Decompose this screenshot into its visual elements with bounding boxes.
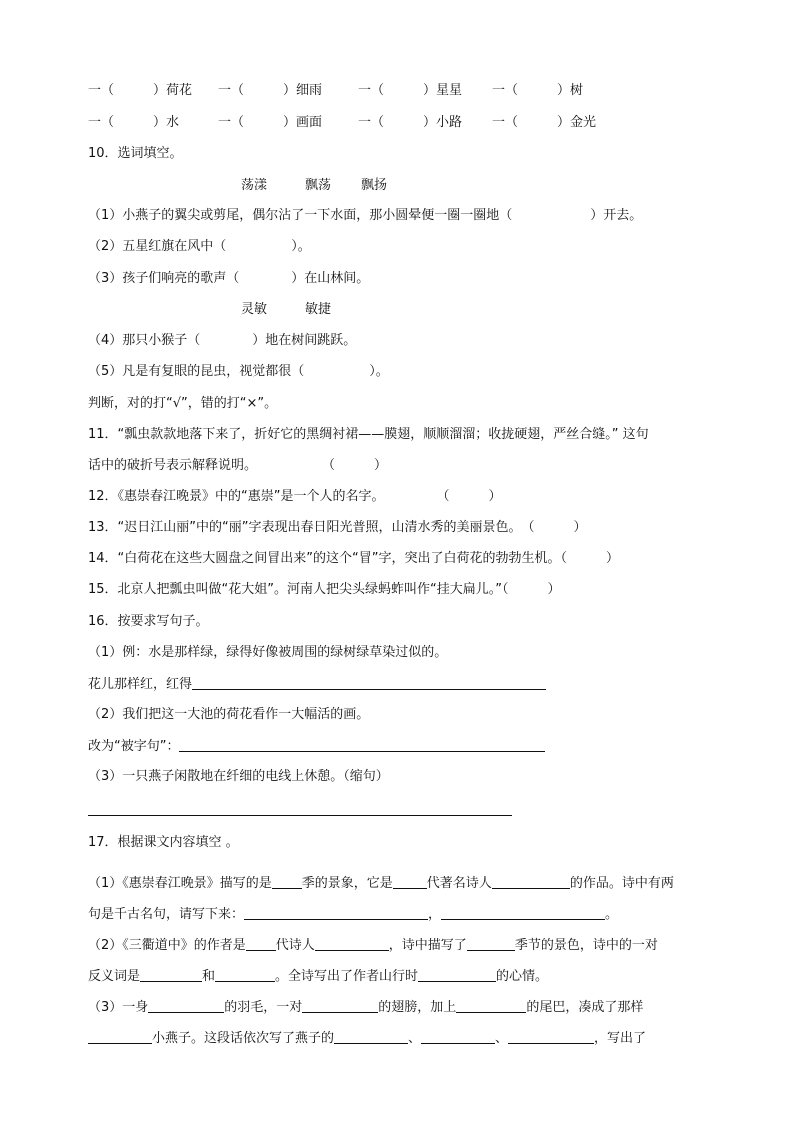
text: ，写出了 [594,1031,647,1046]
q9-item: 一（ ）水 [88,115,180,130]
q16-answer-1 [88,675,546,694]
q17-part-3-line-2 [88,1029,646,1048]
answer-blank[interactable] [334,1029,408,1044]
q9-item: 一（ ）画面 [218,115,323,130]
q16-title: 16．按要求写句子。 [88,614,209,629]
text: 季节的景色，诗中的一对 [514,938,658,953]
q9-item: 一（ ）金光 [492,115,597,130]
answer-blank[interactable] [148,998,224,1013]
text: 。全诗写出了作者山行时 [275,969,419,984]
q9-item: 一（ ）星星 [358,83,463,98]
text: 的羽毛，一对 [224,1000,303,1015]
q10-sentence-3: （3）孩子们响亮的歌声（ ）在山林间。 [88,271,370,286]
text: 、 [495,1031,509,1046]
wordbank-word: 飘扬 [361,178,388,193]
text: 代诗人 [275,938,315,953]
text: （2）《三衢道中》的作者是 [88,938,246,953]
text: （1）《惠崇春江晚景》描写的是 [88,876,272,891]
text: 季的景象，它是 [301,876,393,891]
answer-blank[interactable] [418,967,496,982]
q16-answer-3 [88,801,512,820]
text: 小燕子。这段话依次写了燕子的 [152,1031,335,1046]
text: 、 [408,1031,422,1046]
answer-blank[interactable] [246,936,276,951]
q11-line-2: 话中的破折号表示解释说明。 （ ） [88,458,388,473]
wordbank-word: 飘荡 [305,178,332,193]
q16-answer-2-prompt: 改为“被字句”： [88,739,180,754]
wordbank-word: 敏捷 [305,302,332,317]
q14: 14．“白荷花在这些大圆盘之间冒出来”的这个“冒”字，突出了白荷花的勃勃生机。（ ） [88,551,619,566]
answer-blank[interactable] [192,675,546,690]
q12: 12．《惠崇春江晚景》中的“惠崇”是一个人的名字。 （ ） [88,489,502,504]
answer-blank[interactable] [88,801,512,816]
text: 句是千古名句，请写下来： [88,907,245,922]
q9-item: 一（ ）荷花 [88,83,193,98]
text: 的心情。 [496,969,549,984]
answer-blank[interactable] [179,737,545,752]
q17-part-2-line-2 [88,967,548,986]
answer-blank[interactable] [441,905,605,920]
q17-part-1-line-1 [88,874,674,893]
answer-blank[interactable] [315,936,389,951]
answer-blank[interactable] [302,998,378,1013]
q16-answer-2 [88,737,545,756]
q16-sentence-1: （1）例：水是那样绿，绿得好像被周围的绿树绿草染过似的。 [88,645,448,660]
answer-blank[interactable] [467,936,515,951]
q10-sentence-2: （2）五星红旗在风中（ ）。 [88,239,311,254]
text: 的翅膀，加上 [378,1000,457,1015]
answer-blank[interactable] [244,905,428,920]
answer-blank[interactable] [215,967,275,982]
q16-answer-1-prompt: 花儿那样红，红得 [88,677,193,692]
q17-part-2-line-1 [88,936,658,955]
answer-blank[interactable] [88,1029,152,1044]
q9-item: 一（ ）细雨 [218,83,323,98]
answer-blank[interactable] [456,998,526,1013]
q17-title: 17．根据课文内容填空 。 [88,835,239,850]
q15: 15．北京人把瓢虫叫做“花大姐”。河南人把尖头绿蚂蚱叫作“挂大扁儿。”（ ） [88,582,561,597]
text: （3）一身 [88,1000,149,1015]
text: ，诗中描写了 [388,938,467,953]
answer-blank[interactable] [421,1029,495,1044]
q16-sentence-2: （2）我们把这一大池的荷花看作一大幅活的画。 [88,707,370,722]
text: 反义词是 [88,969,141,984]
text: 和 [202,969,216,984]
q9-item: 一（ ）小路 [358,115,463,130]
text: 代著名诗人 [426,876,492,891]
text: 的尾巴，凑成了那样 [526,1000,644,1015]
text: 的作品。诗中有两 [569,876,674,891]
answer-blank[interactable] [393,874,427,889]
text: ， [428,907,442,922]
text: 。 [605,907,619,922]
q13: 13．“迟日江山丽”中的“丽”字表现出春日阳光普照，山清水秀的美丽景色。 （ ） [88,520,587,535]
q11-line-1: 11．“瓢虫款款地落下来了，折好它的黑绸衬裙——膜翅，顺顺溜溜；收拢硬翅，严丝合缝。” 这句 [88,427,649,442]
q10-title: 10．选词填空。 [88,146,183,161]
q10-sentence-4: （4）那只小猴子（ ）地在树间跳跃。 [88,333,357,348]
q10-sentence-1: （1）小燕子的翼尖或剪尾，偶尔沾了一下水面，那小圆晕便一圈一圈地（ ）开去。 [88,208,643,223]
q17-part-1-line-2 [88,905,618,924]
answer-blank[interactable] [140,967,202,982]
q16-sentence-3: （3）一只燕子闲散地在纤细的电线上休憩。（缩句） [88,769,389,784]
wordbank-word: 灵敏 [241,302,268,317]
answer-blank[interactable] [492,874,570,889]
judge-instruction: 判断，对的打“√”，错的打“×”。 [88,396,278,411]
answer-blank[interactable] [272,874,302,889]
q10-sentence-5: （5）凡是有复眼的昆虫，视觉都很（ ）。 [88,364,389,379]
q9-item: 一（ ）树 [492,83,584,98]
answer-blank[interactable] [508,1029,594,1044]
q17-part-3-line-1 [88,998,643,1017]
wordbank-word: 荡漾 [241,178,268,193]
